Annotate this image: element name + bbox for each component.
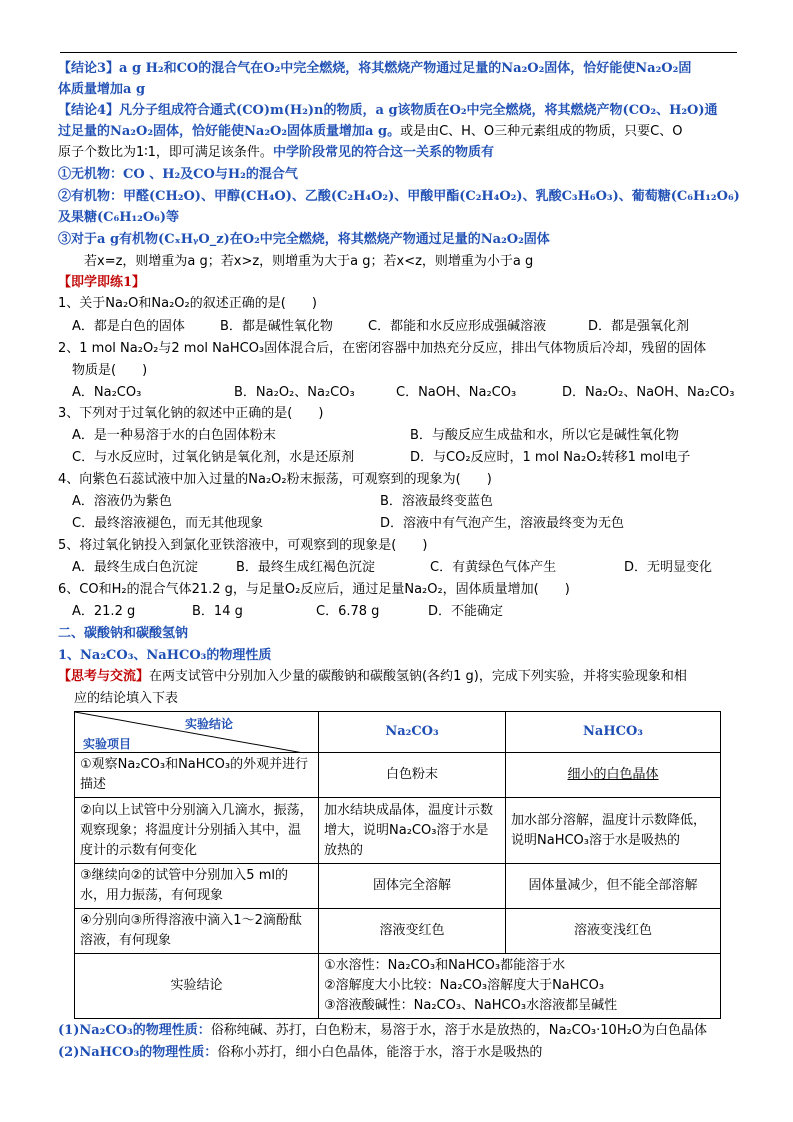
conclusion-4-line-3b: 中学阶段常见的符合这一关系的物质有 bbox=[272, 145, 494, 160]
question-2-cont: 物质是( ) bbox=[72, 363, 148, 378]
row3-nahco3: 固体量减少，但不能全部溶解 bbox=[506, 864, 721, 909]
practice-title: 【即学即练1】 bbox=[58, 275, 146, 290]
think-line-2: 应的结论填入下表 bbox=[74, 691, 179, 706]
conclusion-4-line-1: 【结论4】凡分子组成符合通式(CO)m(H₂)n的物质，a g该物质在O₂中完全燃烧，将其燃烧产物(CO₂、H₂O)通 bbox=[58, 103, 718, 118]
diag-bottom-label: 实验项目 bbox=[83, 737, 132, 751]
question-1: 1、关于Na₂O和Na₂O₂的叙述正确的是( ) bbox=[58, 296, 317, 311]
property-1-text: 俗称纯碱、苏打，白色粉末，易溶于水，溶于水是放热的，Na₂CO₃·10H₂O为白色晶体 bbox=[210, 1023, 708, 1038]
question-2: 2、1 mol Na₂O₂与2 mol NaHCO₃固体混合后，在密闭容器中加热充分反应，排出气体物质后冷却，残留的固体 bbox=[58, 341, 707, 356]
q2-option-c: C．NaOH、Na₂CO₃ bbox=[396, 385, 517, 400]
think-tag: 【思考与交流】 bbox=[58, 669, 150, 684]
property-2-text: 俗称小苏打，细小白色晶体，能溶于水，溶于水是吸热的 bbox=[217, 1045, 543, 1060]
conclusion-label: 实验结论 bbox=[75, 954, 319, 1019]
row1-nahco3-text: 细小的白色晶体 bbox=[567, 767, 659, 782]
col-header-nahco3: NaHCO₃ bbox=[506, 712, 721, 753]
experiment-table bbox=[74, 711, 721, 1019]
conclusion-4-line-2b: 或是由C、H、O三种元素组成的物质，只要C、O bbox=[400, 124, 683, 139]
q1-option-a: A．都是白色的固体 bbox=[72, 319, 185, 334]
organic-3-line: ③对于a g有机物(CₓHᵧO_z)在O₂中完全燃烧，将其燃烧产物通过足量的Na₂O₂固体 bbox=[58, 232, 550, 247]
q5-option-b: B．最终生成红褐色沉淀 bbox=[236, 560, 375, 575]
conclusion-item-2: ②溶解度大小比较：Na₂CO₃溶解度大于NaHCO₃ bbox=[324, 978, 605, 993]
diag-top-label: 实验结论 bbox=[185, 717, 234, 731]
row1-nahco3 bbox=[506, 753, 721, 798]
q6-option-c: C．6.78 g bbox=[316, 604, 380, 619]
q4-option-b: B．溶液最终变蓝色 bbox=[380, 494, 493, 509]
q4-option-c: C．最终溶液褪色，而无其他现象 bbox=[72, 516, 264, 531]
property-1-label: (1)Na₂CO₃的物理性质： bbox=[58, 1023, 211, 1038]
q5-option-c: C．有黄绿色气体产生 bbox=[430, 560, 557, 575]
table-row bbox=[75, 753, 721, 798]
conclusion-4-line-2 bbox=[58, 123, 682, 141]
table-row bbox=[75, 909, 721, 954]
q2-option-a: A．Na₂CO₃ bbox=[72, 385, 142, 400]
row4-item: ④分别向③所得溶液中滴入1～2滴酚酞溶液，有何现象 bbox=[75, 909, 319, 954]
row4-na2co3: 溶液变红色 bbox=[319, 909, 506, 954]
question-4: 4、向紫色石蕊试液中加入过量的Na₂O₂粉末振荡，可观察到的现象为( ) bbox=[58, 472, 492, 487]
row2-na2co3: 加水结块成晶体，温度计示数增大，说明Na₂CO₃溶于水是放热的 bbox=[319, 798, 506, 864]
row1-na2co3: 白色粉末 bbox=[319, 753, 506, 798]
question-3: 3、下列对于过氧化钠的叙述中正确的是( ) bbox=[58, 406, 324, 421]
conclusion-4-line-3a: 原子个数比为1∶1，即可满足该条件。 bbox=[58, 145, 273, 160]
q1-option-d: D．都是强氧化剂 bbox=[588, 319, 690, 334]
q3-option-d: D．与CO₂反应时，1 mol Na₂O₂转移1 mol电子 bbox=[410, 450, 691, 465]
q3-option-c: C．与水反应时，过氧化钠是氧化剂，水是还原剂 bbox=[72, 450, 355, 465]
property-2 bbox=[58, 1044, 542, 1062]
q6-option-d: D．不能确定 bbox=[428, 604, 504, 619]
row4-nahco3: 溶液变浅红色 bbox=[506, 909, 721, 954]
col-header-na2co3: Na₂CO₃ bbox=[319, 712, 506, 753]
conclusion-cell bbox=[319, 954, 721, 1019]
section-2-1-title: 1、Na₂CO₃、NaHCO₃的物理性质 bbox=[58, 648, 272, 663]
property-1 bbox=[58, 1022, 707, 1040]
row3-item: ③继续向②的试管中分别加入5 ml的水，用力振荡，有何现象 bbox=[75, 864, 319, 909]
conclusion-item-1: ①水溶性：Na₂CO₃和NaHCO₃都能溶于水 bbox=[324, 958, 566, 973]
think-text: 在两支试管中分别加入少量的碳酸钠和碳酸氢钠(各约1 g)，完成下列实验，并将实验现象和相 bbox=[149, 669, 687, 684]
q3-option-b: B．与酸反应生成盐和水，所以它是碱性氧化物 bbox=[410, 428, 679, 443]
row3-na2co3: 固体完全溶解 bbox=[319, 864, 506, 909]
row2-item: ②向以上试管中分别滴入几滴水，振荡，观察现象；将温度计分别插入其中，温度计的示数有何变化 bbox=[75, 798, 319, 864]
row1-item: ①观察Na₂CO₃和NaHCO₃的外观并进行描述 bbox=[75, 753, 319, 798]
conclusion-item-3: ③溶液酸碱性：Na₂CO₃、NaHCO₃水溶液都呈碱性 bbox=[324, 998, 618, 1013]
q3-option-a: A．是一种易溶于水的白色固体粉末 bbox=[72, 428, 276, 443]
table-row bbox=[75, 864, 721, 909]
q6-option-b: B．14 g bbox=[192, 604, 243, 619]
conclusion-3-line-1: 【结论3】a g H₂和CO的混合气在O₂中完全燃烧，将其燃烧产物通过足量的Na₂O₂固体，恰好能使Na₂O₂固 bbox=[58, 61, 692, 76]
header-rule bbox=[60, 52, 737, 53]
organic-3-result: 若x=z，则增重为a g；若x>z，则增重为大于a g；若x<z，则增重为小于a g bbox=[84, 254, 534, 269]
row2-nahco3: 加水部分溶解，温度计示数降低，说明NaHCO₃溶于水是吸热的 bbox=[506, 798, 721, 864]
conclusion-4-line-2a: 过足量的Na₂O₂固体，恰好能使Na₂O₂固体质量增加a g。 bbox=[58, 124, 401, 139]
question-5: 5、将过氧化钠投入到氯化亚铁溶液中，可观察到的现象是( ) bbox=[58, 538, 428, 553]
q6-option-a: A．21.2 g bbox=[72, 604, 136, 619]
organic-line-2: 及果糖(C₆H₁₂O₆)等 bbox=[58, 210, 180, 225]
q5-option-d: D．无明显变化 bbox=[624, 560, 713, 575]
conclusion-4-line-3 bbox=[58, 144, 494, 162]
question-6: 6、CO和H₂的混合气体21.2 g，与足量O₂反应后，通过足量Na₂O₂，固体质量增加( ) bbox=[58, 582, 570, 597]
organic-line-1: ②有机物：甲醛(CH₂O)、甲醇(CH₄O)、乙酸(C₂H₄O₂)、甲酸甲酯(C₂H₄O₂)、乳酸C₃H₆O₃)、葡萄糖(C₆H₁₂O₆) bbox=[58, 189, 740, 204]
table-header-row bbox=[75, 712, 721, 753]
inorganic-line: ①无机物：CO 、H₂及CO与H₂的混合气 bbox=[58, 167, 298, 182]
q1-option-b: B．都是碱性氧化物 bbox=[220, 319, 333, 334]
section-2-title: 二、碳酸钠和碳酸氢钠 bbox=[58, 626, 189, 641]
property-2-label: (2)NaHCO₃的物理性质： bbox=[58, 1045, 218, 1060]
q1-option-c: C．都能和水反应形成强碱溶液 bbox=[368, 319, 547, 334]
q4-option-d: D．溶液中有气泡产生，溶液最终变为无色 bbox=[380, 516, 625, 531]
table-diagonal-header bbox=[75, 712, 319, 753]
q2-option-d: D．Na₂O₂、NaOH、Na₂CO₃ bbox=[562, 385, 735, 400]
table-conclusion-row bbox=[75, 954, 721, 1019]
think-line-1 bbox=[58, 668, 687, 686]
table-row bbox=[75, 798, 721, 864]
q2-option-b: B．Na₂O₂、Na₂CO₃ bbox=[234, 385, 355, 400]
conclusion-3-line-2: 体质量增加a g bbox=[58, 82, 146, 97]
q5-option-a: A．最终生成白色沉淀 bbox=[72, 560, 198, 575]
q4-option-a: A．溶液仍为紫色 bbox=[72, 494, 172, 509]
